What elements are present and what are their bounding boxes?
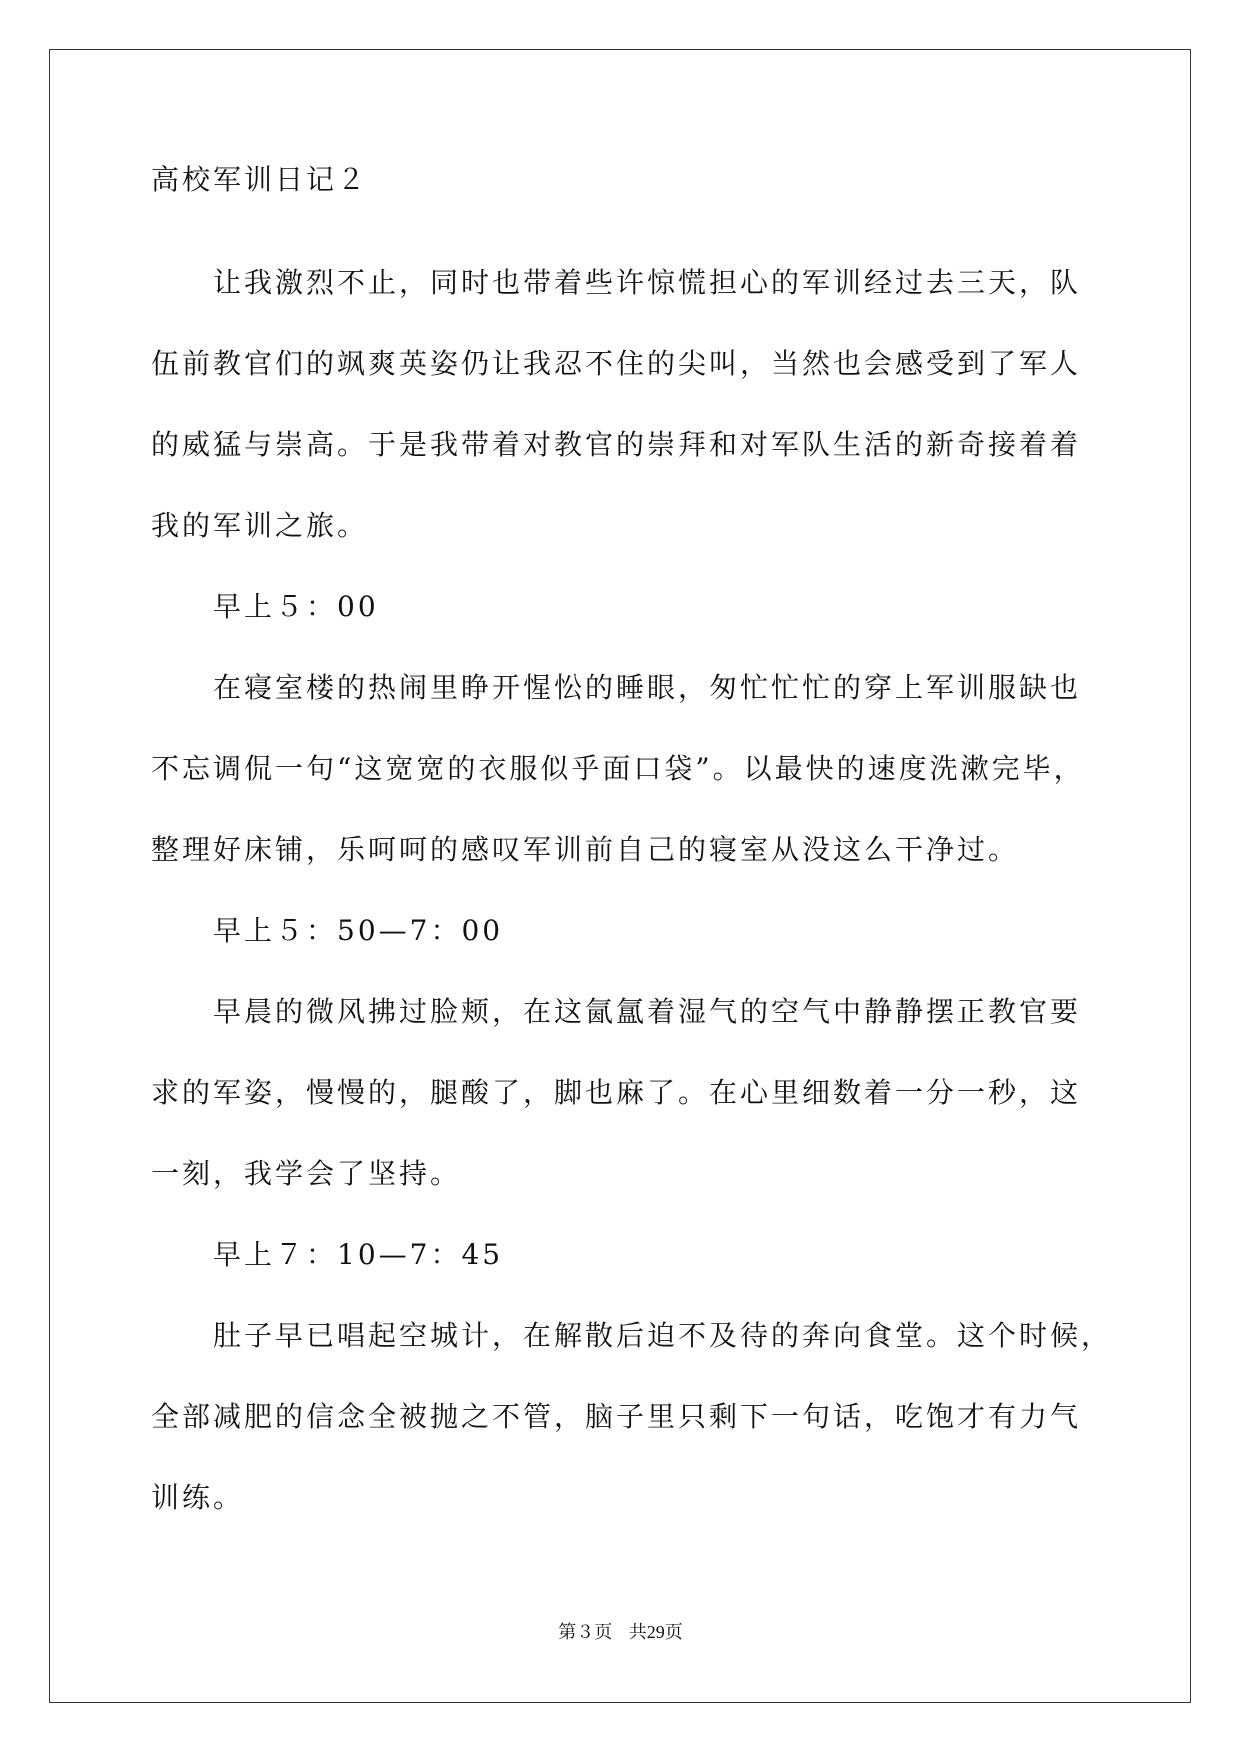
paragraph-line: 求的军姿，慢慢的，腿酸了，脚也麻了。在心里细数着一分一秒，这 [151, 1076, 1082, 1109]
paragraph-line: 一刻，我学会了坚持。 [151, 1157, 462, 1190]
paragraph-line: 训练。 [151, 1481, 245, 1514]
paragraph-line: 在寝室楼的热闹里睁开惺忪的睡眼，匆忙忙忙的穿上军训服缺也 [213, 671, 1082, 704]
paragraph-line: 早晨的微风拂过脸颊，在这氤氲着湿气的空气中静静摆正教官要 [213, 995, 1082, 1028]
paragraph-line: 伍前教官们的飒爽英姿仍让我忍不住的尖叫，当然也会感受到了军人 [151, 347, 1082, 380]
paragraph-line: 肚子早已唱起空城计，在解散后迫不及待的奔向食堂。这个时候， [213, 1319, 1113, 1352]
document-body [151, 162, 1113, 1538]
paragraph-line: 不忘调侃一句“这宽宽的衣服似乎面口袋”。以最快的速度洗漱完毕， [151, 752, 1085, 785]
paragraph-line: 的威猛与崇高。于是我带着对教官的崇拜和对军队生活的新奇接着着 [151, 428, 1082, 461]
paragraph-line: 整理好床铺，乐呵呵的感叹军训前自己的寝室从没这么干净过。 [151, 833, 1020, 866]
paragraph-line: 让我激烈不止，同时也带着些许惊慌担心的军训经过去三天，队 [213, 266, 1082, 299]
page-number: 第３页 [558, 1622, 613, 1642]
document-title: 高校军训日记２ [151, 163, 369, 196]
time-heading: 早上５：50—7：00 [213, 914, 504, 947]
paragraph-line: 我的军训之旅。 [151, 509, 369, 542]
time-heading: 早上７：10—7：45 [213, 1238, 504, 1271]
time-heading: 早上５：00 [213, 590, 379, 623]
page-footer [0, 1618, 1241, 1644]
paragraph-line: 全部减肥的信念全被抛之不管，脑子里只剩下一句话，吃饱才有力气 [151, 1400, 1082, 1433]
page-total: 共29页 [628, 1622, 683, 1642]
